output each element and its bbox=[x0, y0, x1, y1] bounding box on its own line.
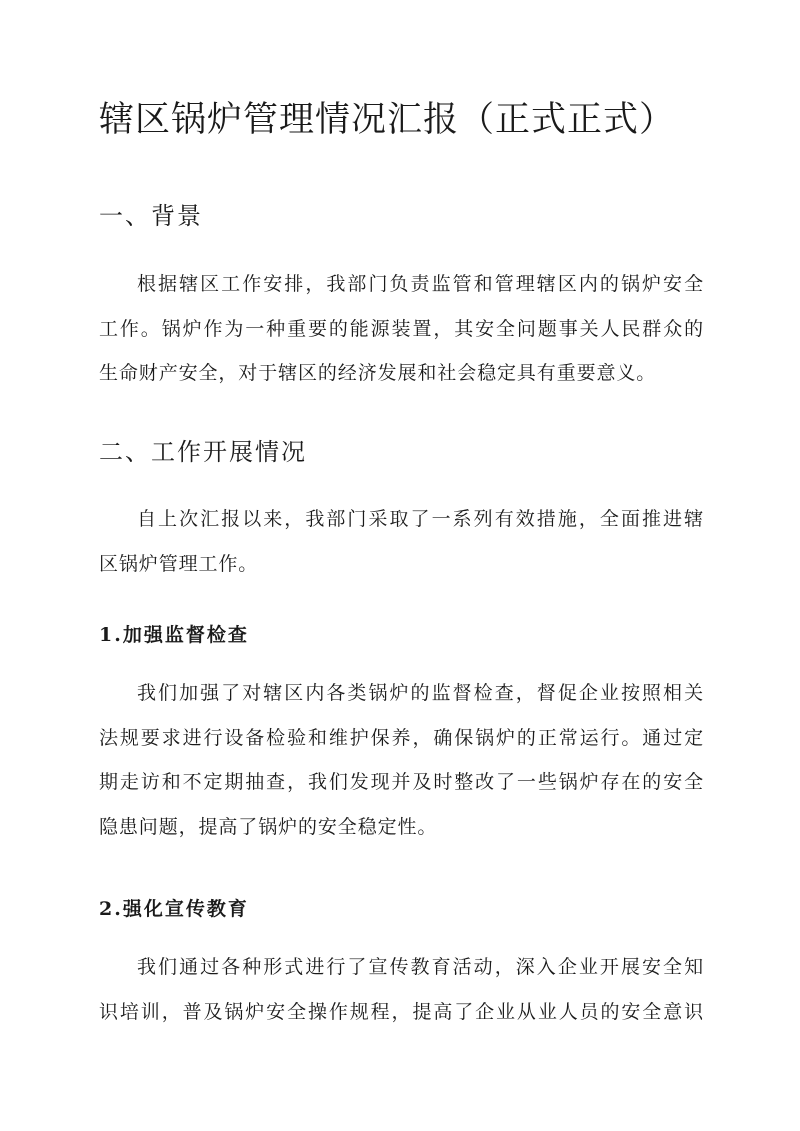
paragraph-line: 自上次汇报以来，我部门采取了一系列有效措施，全面推进辖 bbox=[137, 508, 704, 530]
paragraph-supervision bbox=[99, 671, 704, 849]
paragraph-line: 我们加强了对辖区内各类锅炉的监督检查，督促企业按照相关 bbox=[137, 682, 704, 704]
paragraph-line: 法规要求进行设备检验和维护保养，确保锅炉的正常运行。通过定 bbox=[99, 726, 704, 749]
paragraph-line: 隐患问题，提高了锅炉的安全稳定性。 bbox=[99, 815, 438, 838]
section-heading-work-progress: 二、工作开展情况 bbox=[99, 438, 307, 466]
paragraph-publicity bbox=[99, 945, 704, 1034]
subsection-heading-publicity: 2.强化宣传教育 bbox=[99, 898, 249, 920]
paragraph-line: 区锅炉管理工作。 bbox=[99, 552, 259, 575]
paragraph-line: 生命财产安全，对于辖区的经济发展和社会稳定具有重要意义。 bbox=[99, 362, 657, 384]
paragraph-background bbox=[99, 262, 704, 396]
paragraph-line: 期走访和不定期抽查，我们发现并及时整改了一些锅炉存在的安全 bbox=[99, 771, 704, 793]
section-heading-background: 一、背景 bbox=[99, 202, 203, 230]
document-title: 辖区锅炉管理情况汇报（正式正式） bbox=[99, 100, 676, 140]
paragraph-line: 识培训，普及锅炉安全操作规程，提高了企业从业人员的安全意识 bbox=[99, 1000, 704, 1023]
paragraph-line: 我们通过各种形式进行了宣传教育活动，深入企业开展安全知 bbox=[137, 956, 704, 978]
paragraph-line: 工作。锅炉作为一种重要的能源装置，其安全问题事关人民群众的 bbox=[99, 317, 704, 340]
paragraph-work-progress bbox=[99, 497, 704, 586]
subsection-heading-supervision: 1.加强监督检查 bbox=[99, 624, 249, 646]
paragraph-line: 根据辖区工作安排，我部门负责监管和管理辖区内的锅炉安全 bbox=[137, 273, 704, 295]
